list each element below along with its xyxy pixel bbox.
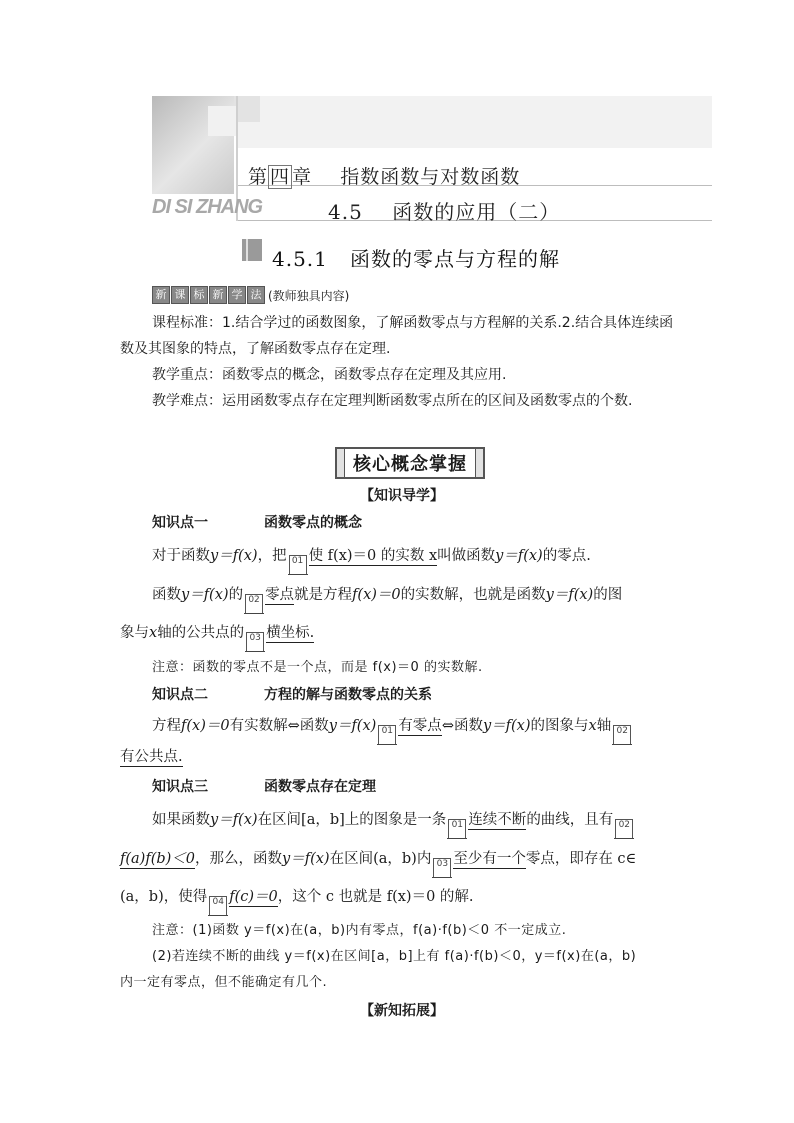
formula: y＝f(x)	[210, 548, 258, 564]
formula: y＝f(x)	[282, 851, 330, 867]
kp1-heading	[152, 512, 362, 532]
kp2-heading	[152, 684, 432, 704]
chapter-suffix: 章	[292, 166, 313, 188]
tag-row	[152, 286, 349, 304]
text: 方程	[152, 718, 181, 734]
tag-char: 法	[247, 286, 265, 304]
tag-note: (教师独具内容)	[268, 288, 350, 303]
formula: f(x)＝0	[181, 718, 230, 734]
text: ⇔函数	[441, 718, 483, 734]
blank-number: 02	[615, 819, 633, 838]
tag-char: 新	[209, 286, 227, 304]
answer: 连续不断	[468, 812, 527, 828]
text: 轴的公共点的	[157, 625, 245, 641]
teaching-difficulty-text: 运用函数零点存在定理判断函数零点所在的区间及函数零点的个数.	[222, 393, 633, 409]
text: 的零点.	[542, 548, 591, 564]
banner-decor-square	[208, 106, 238, 136]
kp2-line1	[152, 714, 633, 744]
text: 函数	[152, 587, 181, 603]
answer: f(c)＝0	[229, 889, 278, 905]
answer: 零点	[265, 587, 295, 603]
blank-number: 01	[448, 819, 466, 838]
course-standard-label: 课程标准：	[152, 315, 222, 331]
tag-char: 课	[171, 286, 189, 304]
kp1-line2	[152, 583, 622, 613]
extend-heading: 【新知拓展】	[360, 1003, 444, 1019]
kp3-heading	[152, 776, 376, 796]
kp1-line1	[152, 544, 591, 574]
subsection-name: 函数的零点与方程的解	[349, 247, 560, 271]
section-name: 函数的应用（二）	[392, 200, 561, 224]
kp3-label: 知识点三	[152, 779, 208, 795]
teaching-difficulty	[120, 388, 676, 414]
book-icon	[242, 239, 262, 261]
formula: x	[588, 718, 597, 734]
teaching-difficulty-label: 教学难点：	[152, 393, 222, 409]
core-concept-text: 核心概念掌握	[344, 448, 476, 478]
kp1-note: 注意：函数的零点不是一个点，而是 f(x)＝0 的实数解.	[152, 660, 483, 675]
chapter-prefix: 第	[248, 166, 269, 188]
kp1-label: 知识点一	[152, 515, 208, 531]
text: 在区间(a，b)内	[329, 851, 432, 867]
text: 轴	[596, 718, 612, 734]
blank-number: 01	[289, 555, 307, 574]
formula: f(x)＝0	[352, 587, 401, 603]
answer: 有零点	[398, 718, 442, 734]
kp2-label: 知识点二	[152, 687, 208, 703]
formula: y＝f(x)	[328, 718, 377, 734]
blank-number: 02	[245, 594, 263, 613]
text: 的图	[593, 587, 623, 603]
core-concept-heading	[335, 447, 485, 479]
text: (a，b)，使得	[120, 889, 208, 905]
chapter-number: 四	[270, 166, 291, 188]
text: 的	[228, 587, 244, 603]
formula: y＝f(x)	[495, 548, 543, 564]
text: 在区间[a，b]上的图象是一条	[257, 812, 447, 828]
kp3-line1	[152, 808, 635, 838]
formula: y＝f(x)	[210, 812, 258, 828]
chapter-title	[248, 162, 520, 189]
text: 的图象与	[530, 718, 589, 734]
course-standard-text: 1.结合学过的函数图象，了解函数零点与方程解的关系.2.结合具体连续函数及其图象的特点，了解函数零点存在定理.	[120, 315, 674, 357]
teaching-focus-label: 教学重点：	[152, 367, 222, 383]
text: ，那么，函数	[195, 851, 283, 867]
section-title	[328, 196, 560, 225]
answer: 使 f(x)＝0 的实数 x	[308, 548, 438, 564]
banner-top-band	[238, 96, 712, 148]
kp3-note1: 注意：(1)函数 y＝f(x)在(a，b)内有零点，f(a)·f(b)＜0 不一定成立.	[152, 923, 567, 938]
text: ，把	[257, 548, 287, 564]
kp1-name: 函数零点的概念	[264, 515, 362, 531]
kp3-name: 函数零点存在定理	[264, 779, 376, 795]
blank-number: 02	[613, 725, 631, 744]
kp1-line3	[120, 621, 314, 651]
chapter-banner	[152, 96, 712, 224]
teaching-focus	[120, 362, 676, 388]
text: 的曲线，且有	[526, 812, 614, 828]
tag-char: 学	[228, 286, 246, 304]
text: 叫做函数	[437, 548, 496, 564]
answer: 有公共点.	[120, 749, 183, 765]
answer: 横坐标.	[266, 625, 315, 641]
text: 象与	[120, 625, 149, 641]
blank-number: 04	[209, 896, 227, 915]
formula: y＝f(x)	[545, 587, 594, 603]
text: 零点，即存在 c∈	[525, 851, 637, 867]
formula: y＝f(x)	[181, 587, 229, 603]
tag-char: 新	[152, 286, 170, 304]
text: 的实数解，也就是函数	[400, 587, 546, 603]
subsection-title	[272, 243, 560, 272]
formula: x	[149, 625, 158, 641]
kp2-name: 方程的解与函数零点的关系	[264, 687, 432, 703]
kp3-line3	[120, 885, 474, 915]
blank-number: 03	[246, 632, 264, 651]
guide-heading: 【知识导学】	[360, 488, 444, 504]
blank-number: 03	[433, 858, 451, 877]
kp2-line2	[120, 745, 183, 766]
text: 有实数解⇔函数	[229, 718, 329, 734]
answer: f(a)f(b)＜0	[120, 851, 196, 867]
text: 对于函数	[152, 548, 210, 564]
kp3-note2b: 内一定有零点，但不能确定有几个.	[120, 975, 328, 990]
kp3-line2	[120, 847, 636, 877]
text: 如果函数	[152, 812, 210, 828]
text: 就是方程	[294, 587, 353, 603]
tag-char: 标	[190, 286, 208, 304]
section-number: 4.5	[328, 200, 363, 224]
teaching-focus-text: 函数零点的概念，函数零点存在定理及其应用.	[222, 367, 507, 383]
text: ，这个 c 也就是 f(x)＝0 的解.	[277, 889, 474, 905]
answer: 至少有一个	[453, 851, 526, 867]
kp3-note2a: (2)若连续不断的曲线 y＝f(x)在区间[a，b]上有 f(a)·f(b)＜0，y＝f(x)在(a，b)	[152, 949, 637, 964]
course-standard	[120, 310, 676, 362]
formula: y＝f(x)	[482, 718, 531, 734]
blank-number: 01	[378, 725, 396, 744]
subsection-number: 4.5.1	[272, 247, 328, 271]
chapter-pinyin: DI SI ZHANG	[152, 196, 263, 218]
chapter-name: 指数函数与对数函数	[340, 166, 521, 188]
